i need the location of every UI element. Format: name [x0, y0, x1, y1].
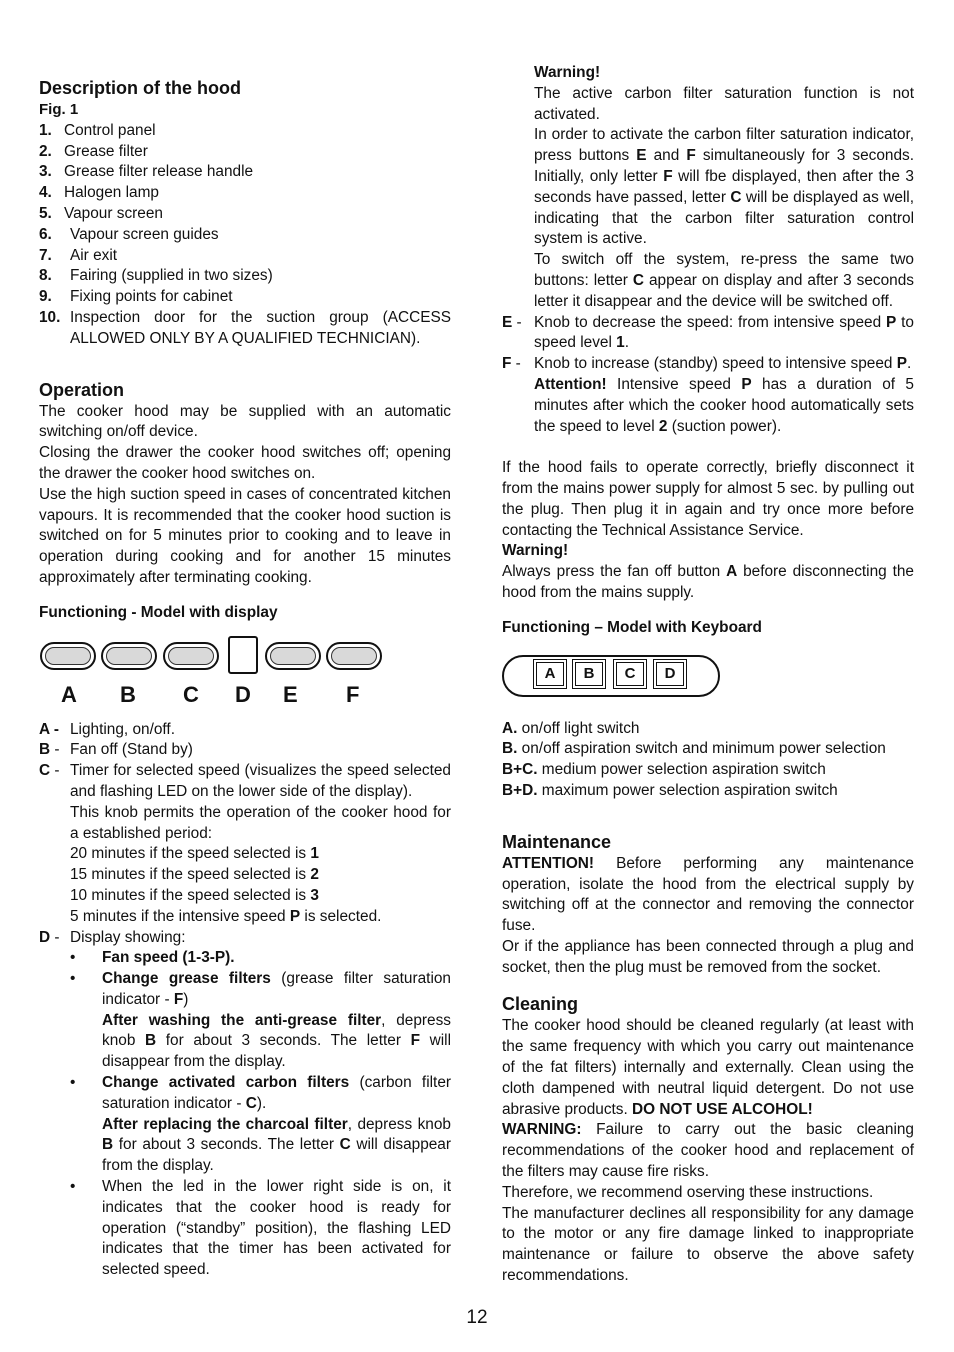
maintenance-paragraph: ATTENTION! Before performing any maintenance operation, isolate the hood from the electrical supply by switching off at the connector and removing the connector fuse. — [502, 854, 914, 935]
list-item: 2. Grease filter — [39, 142, 148, 160]
keyboard-functions — [502, 719, 914, 802]
warning-heading: Warning! — [534, 64, 601, 81]
list-item: 7. Air exit — [39, 246, 118, 264]
button-b — [101, 642, 157, 670]
bullet-item: • Change activated carbon filters (carbon filter saturation indicator - C). After replacing the charcoal filter, depress knob B for about 3 seconds. The letter C will disappear from the display. — [70, 1074, 452, 1175]
list-item: 6. Vapour screen guides — [39, 225, 219, 243]
panel-label-c: C — [183, 681, 199, 707]
keyboard-model-title: Functioning – Model with Keyboard — [502, 618, 762, 636]
maintenance-paragraph: Or if the appliance has been connected through a plug and socket, then the plug must be removed from the socket. — [502, 937, 914, 976]
list-item: A. on/off light switch — [502, 719, 640, 737]
list-item: B. on/off aspiration switch and minimum power selection — [502, 740, 886, 758]
panel-label-b: B — [120, 681, 136, 707]
warning-block — [502, 63, 914, 313]
list-item: B - Fan off (Stand by) — [39, 741, 193, 759]
bullet-item: • Fan speed (1-3-P). — [70, 949, 235, 967]
key-c: C — [613, 659, 647, 689]
cleaning-paragraph: The cooker hood should be cleaned regularly (at least with the same frequency with which you carry out maintenance of the fat filters) internally and externally. Clean using the cloth dampened with neutral liquid detergent. Do not use abrasive products. DO NOT USE ALCOHOL! — [502, 1017, 914, 1118]
display-model-title: Functioning - Model with display — [39, 603, 278, 621]
warning-paragraph: Always press the fan off button A before disconnecting the hood from the mains supply. — [502, 563, 914, 601]
list-item: 10. Inspection door for the suction group (ACCESS ALLOWED ONLY BY A QUALIFIED TECHNICIAN). — [39, 308, 451, 347]
list-item: 9. Fixing points for cabinet — [39, 288, 233, 306]
warning-heading: Warning! — [502, 542, 569, 560]
display-d — [228, 636, 258, 674]
list-item: 5. Vapour screen — [39, 204, 163, 222]
cleaning-paragraph: Therefore, we recommend oserving these instructions. — [502, 1183, 874, 1201]
warning-paragraph: In order to activate the carbon filter saturation indicator, press buttons E and F simultaneously for 3 seconds. Initially, only letter F will fbe displayed, then after the 3 seconds have passed, letter C will be displayed as well, indicating that the carbon filter saturation control system is active. — [534, 126, 914, 248]
list-item: 4. Halogen lamp — [39, 184, 159, 202]
left-column — [39, 76, 451, 1281]
operation-paragraph: Use the high suction speed in cases of concentrated kitchen vapours. It is recommended that the cooker hood suction is switched on for 5 minutes prior to cooking and to leave in operation during cooking and for another 15 minutes approximately after terminating cooking. — [39, 485, 451, 586]
list-item: F - Knob to increase (standby) speed to intensive speed P. Attention! Intensive speed P has a duration of 5 minutes after which the cooker hood automatically sets the speed to level 2 (suction power). — [502, 355, 914, 435]
operation-title: Operation — [39, 379, 125, 400]
bullet-item: • Change grease filters (grease filter saturation indicator - F) After washing the anti-grease filter, depress knob B for about 3 seconds. The letter F will disappear from the display. — [70, 970, 451, 1071]
panel-label-f: F — [346, 681, 360, 707]
control-panel-diagram — [39, 634, 451, 722]
key-a: A — [533, 659, 567, 689]
description-title: Description of the hood — [39, 78, 241, 98]
failure-paragraph: If the hood fails to operate correctly, briefly disconnect it from the mains power supply for almost 5 sec. by pulling out the plug. Then plug it in again and try once more before contacting the Technical Assistance Service. — [502, 459, 914, 539]
cleaning-title: Cleaning — [502, 994, 579, 1015]
list-item: C - Timer for selected speed (visualizes the speed selected and flashing LED on the lower side of the display). This knob permits the operation of the cooker hood for a established period: 20 minutes if the speed selected is 1 15 minutes if the speed selected is 2 10 minutes if the speed selected is 3 5 minutes if the intensive speed P is selected. — [39, 762, 451, 925]
panel-label-d: D — [235, 681, 251, 707]
warning-paragraph: To switch off the system, re-press the same two buttons: letter C appear on display and after 3 seconds letter it disappear and the device will be switched off. — [534, 251, 914, 310]
list-item: 8. Fairing (supplied in two sizes) — [39, 267, 273, 285]
fig-label: Fig. 1 — [39, 101, 79, 118]
list-item: B+C. medium power selection aspiration switch — [502, 761, 826, 779]
button-f — [326, 642, 382, 670]
key-b: B — [572, 659, 606, 689]
cleaning-paragraph: WARNING: Failure to carry out the basic cleaning recommendations of the cooker hood and replacement of the filters may cause fire risks. — [502, 1121, 914, 1181]
maintenance-title: Maintenance — [502, 831, 612, 852]
speed-knobs — [502, 313, 914, 438]
button-a — [40, 642, 96, 670]
list-item: 1. Control panel — [39, 121, 156, 139]
page-number: 12 — [466, 1307, 488, 1328]
right-column — [502, 63, 914, 1287]
list-item: E - Knob to decrease the speed: from intensive speed P to speed level 1. — [502, 313, 914, 352]
operation-paragraph: The cooker hood may be supplied with an automatic switching on/off device. — [39, 402, 451, 441]
parts-list — [39, 121, 451, 350]
warning-paragraph: The active carbon filter saturation function is not activated. — [534, 84, 914, 123]
operation-paragraph: Closing the drawer the cooker hood switches off; opening the drawer the cooker hood switches on. — [39, 444, 451, 482]
panel-label-e: E — [283, 681, 298, 707]
list-item: A - Lighting, on/off. — [39, 720, 175, 738]
cleaning-paragraph: The manufacturer declines all responsibility for any damage to the motor or any fire damage linked to inappropriate maintenance or failure to observe the above safety recommendations. — [502, 1204, 914, 1285]
list-item: 3. Grease filter release handle — [39, 163, 254, 181]
display-model-functions — [39, 720, 451, 949]
keyboard-diagram — [502, 651, 914, 721]
bullet-item: • When the led in the lower right side is on, it indicates that the cooker hood is ready for operation (“standby” position), the flashing LED indicates that the timer has been activated for selected speed. — [70, 1178, 451, 1279]
panel-label-a: A — [61, 681, 77, 707]
button-e — [265, 642, 321, 670]
list-item: B+D. maximum power selection aspiration switch — [502, 781, 838, 799]
button-c — [163, 642, 219, 670]
key-d: D — [653, 659, 687, 689]
list-item: D - Display showing: — [39, 928, 186, 946]
